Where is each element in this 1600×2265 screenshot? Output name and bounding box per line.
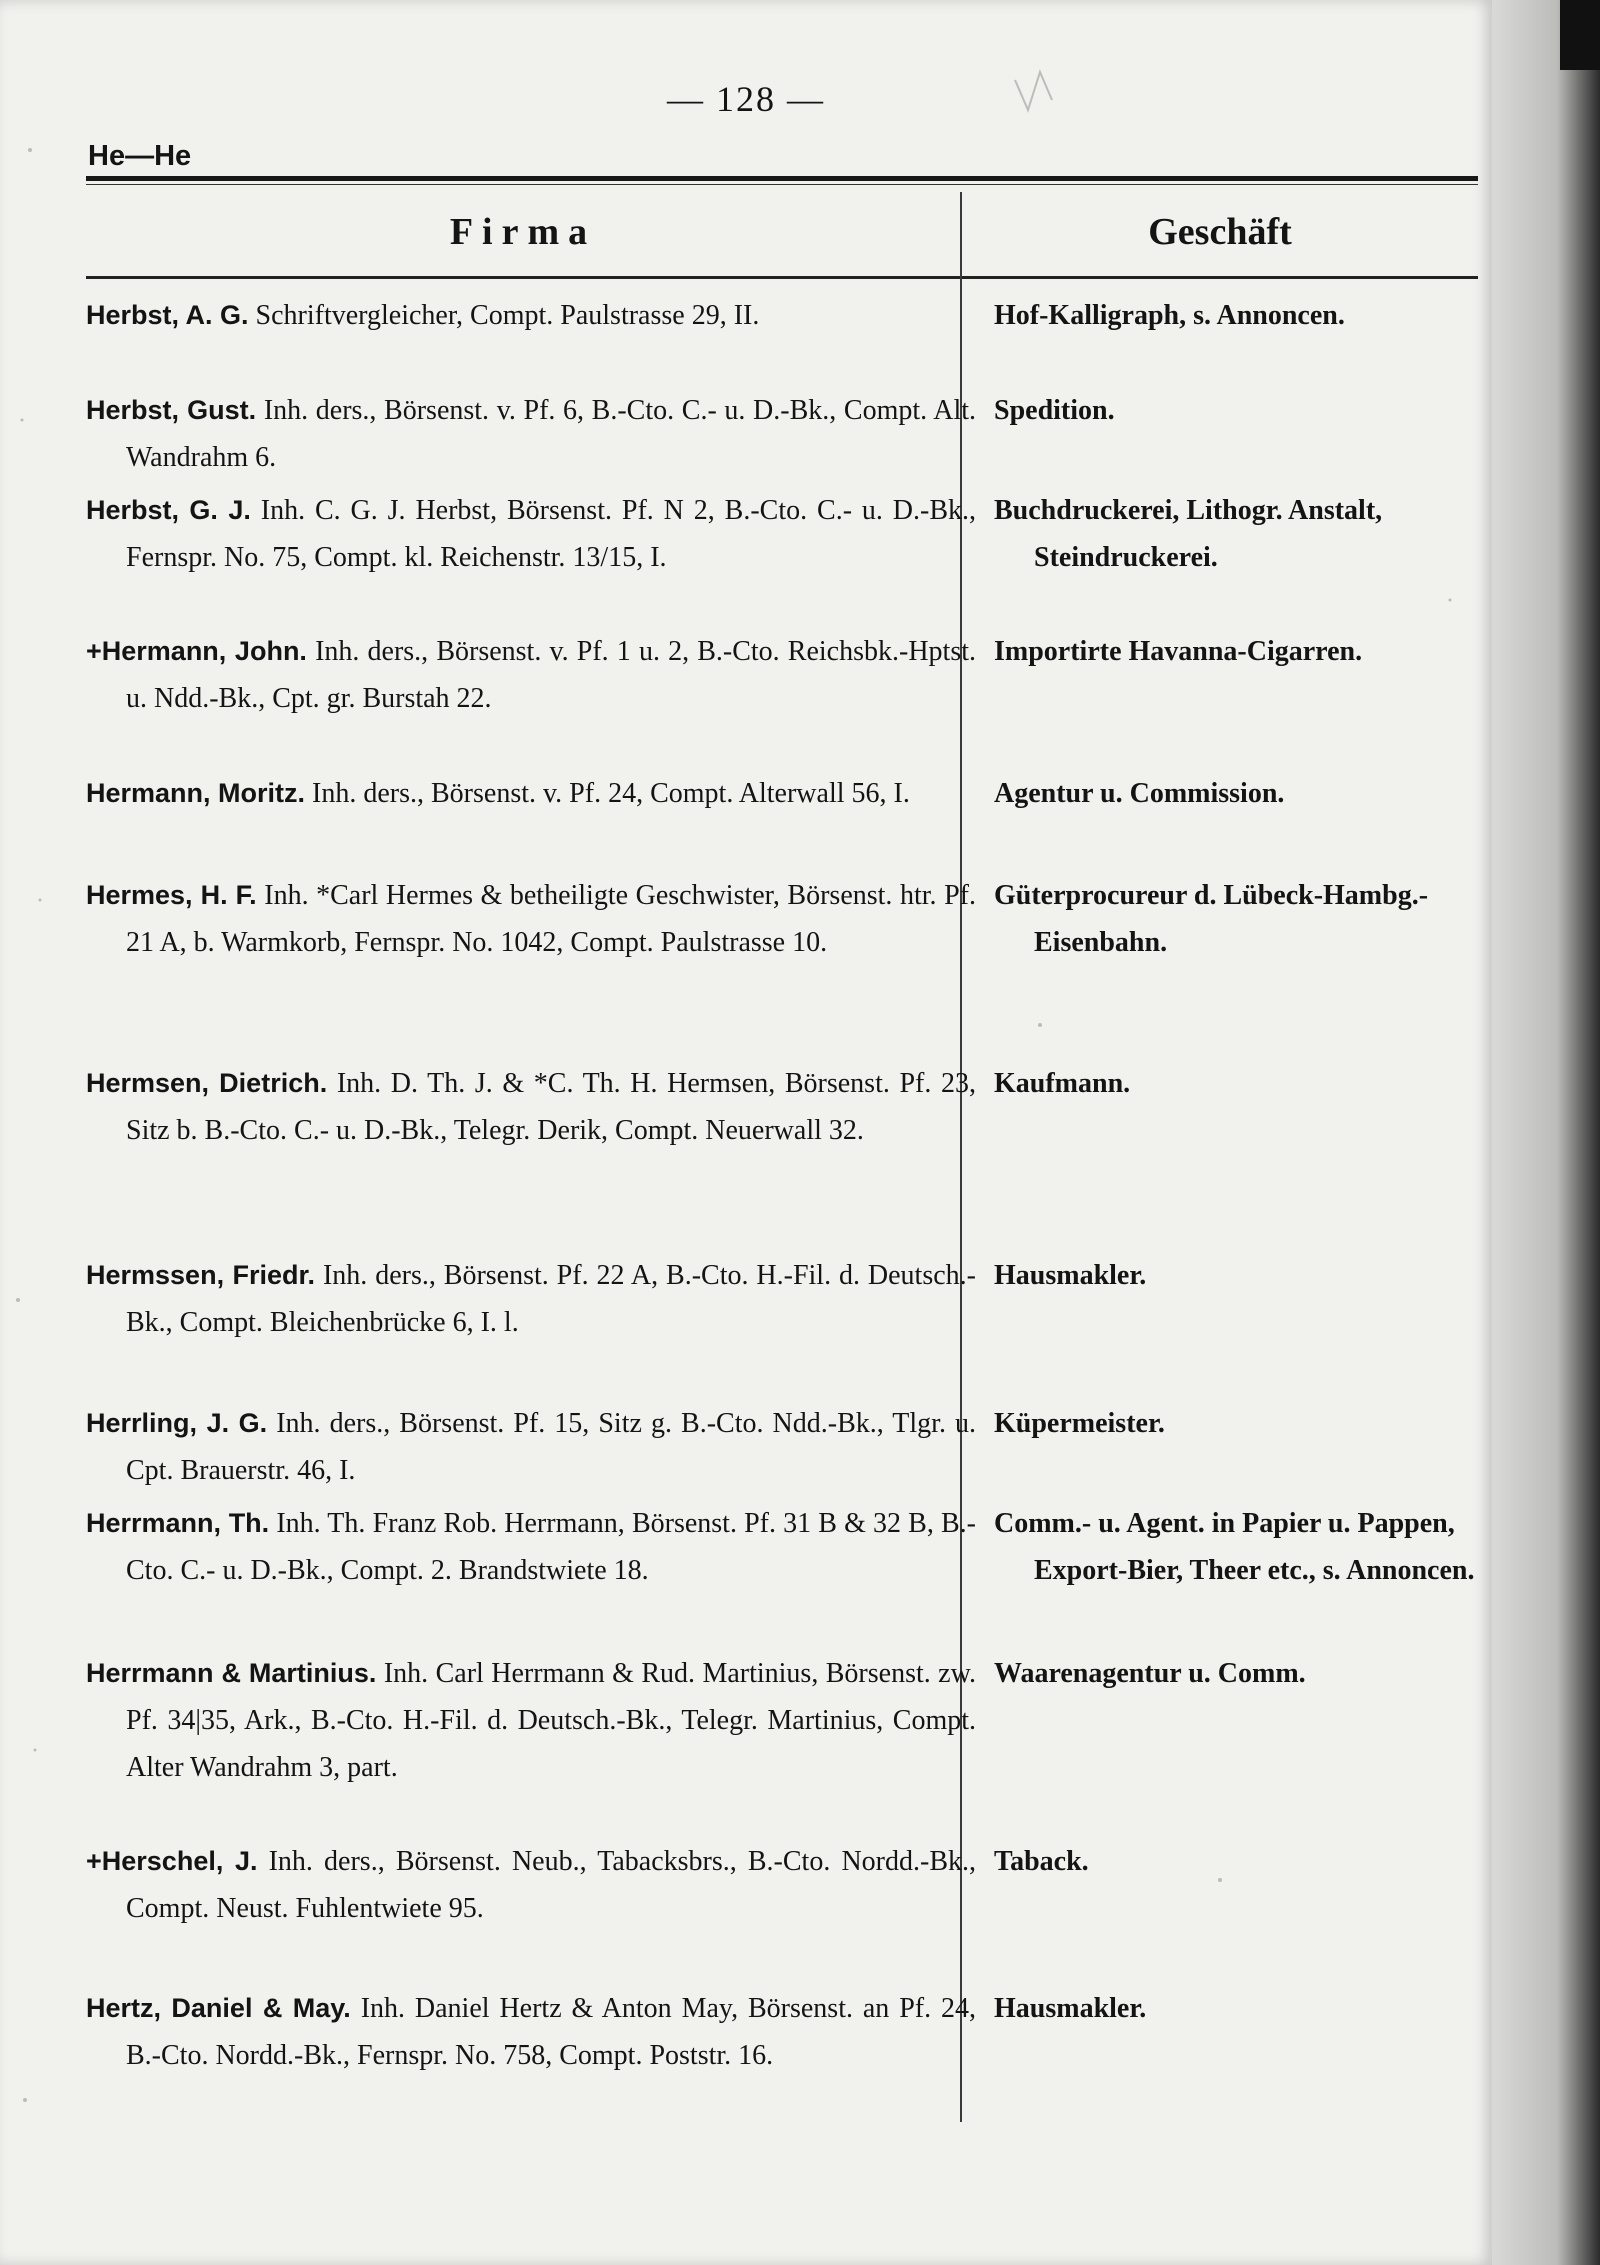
entry-business: Hausmakler. [994,1260,1147,1291]
entry-details: Inh. ders., Börsenst. v. Pf. 1 u. 2, B.-Cto. Reichsbk.-Hptst. u. Ndd.-Bk., Cpt. gr. Burstah 22. [126,636,977,714]
entry-name: Herrling, J. G. [86,1408,268,1438]
entry-details: Schriftvergleicher, Compt. Paulstrasse 29, II. [255,300,760,331]
header-rule [86,176,1478,181]
entry-firm-text [86,1838,976,1932]
column-header-firma: Firma [449,211,597,253]
entry-firm-text [86,1400,976,1494]
entry-details: Inh. Th. Franz Rob. Herrmann, Börsenst. Pf. 31 B & 32 B, B.-Cto. C.- u. D.-Bk., Compt. 2. Brandstwiete 18. [126,1508,977,1586]
entry-name: Herrmann & Martinius. [86,1658,377,1688]
entry-name: Hermsen, Dietrich. [86,1068,328,1098]
entry-business: Hausmakler. [994,1993,1147,2024]
entry-details: Inh. Carl Herrmann & Rud. Martinius, Börsenst. zw. Pf. 34|35, Ark., B.-Cto. H.-Fil. d. Deutsch.-Bk., Telegr. Martinius, Compt. Alter Wandrahm 3, part. [126,1658,977,1783]
entry-details: Inh. ders., Börsenst. Pf. 15, Sitz g. B.-Cto. Ndd.-Bk., Tlgr. u. Cpt. Brauerstr. 46, I. [126,1408,977,1486]
entry-firm-text [86,628,976,722]
entry-name: Herbst, Gust. [86,395,257,425]
entry-firm-text [86,1252,976,1346]
entry-name: +Hermann, John. [86,636,307,666]
entry-business: Kaufmann. [994,1068,1131,1099]
column-header-rule [86,276,1478,279]
entry-details: Inh. Daniel Hertz & Anton May, Börsenst. an Pf. 24, B.-Cto. Nordd.-Bk., Fernspr. No. 758, Compt. Poststr. 16. [126,1993,977,2071]
entry-details: Inh. ders., Börsenst. v. Pf. 6, B.-Cto. C.- u. D.-Bk., Compt. Alt. Wandrahm 6. [126,395,977,473]
entry-details: Inh. D. Th. J. & *C. Th. H. Hermsen, Börsenst. Pf. 23, Sitz b. B.-Cto. C.- u. D.-Bk., Telegr. Derik, Compt. Neuerwall 32. [126,1068,976,1146]
entry-name: Hertz, Daniel & May. [86,1993,351,2023]
entry-name: Herrmann, Th. [86,1508,270,1538]
entry-firm-text [86,1985,976,2079]
entry-business: Taback. [994,1846,1089,1877]
entry-firm-text [86,1500,976,1594]
entry-firm-text [86,872,976,966]
entry-business: Agentur u. Commission. [994,778,1285,809]
entry-name: Herbst, G. J. [86,495,251,525]
entry-firm-text [86,1650,976,1791]
entry-details: Inh. ders., Börsenst. v. Pf. 24, Compt. Alterwall 56, I. [312,778,910,809]
entry-firm-text [86,770,976,817]
column-divider [960,192,962,2122]
entry-name: Hermann, Moritz. [86,778,306,808]
entry-firm-text [86,1060,976,1154]
entry-firm-text [86,292,976,339]
entry-name: Herbst, A. G. [86,300,249,330]
page-edge [1492,0,1600,2265]
entry-details: Inh. C. G. J. Herbst, Börsenst. Pf. N 2, B.-Cto. C.- u. D.-Bk., Fernspr. No. 75, Compt. kl. Reichenstr. 13/15, I. [126,495,977,573]
running-head: He—He [88,140,192,172]
entry-business: Spedition. [994,395,1115,426]
entry-business: Küpermeister. [994,1408,1165,1439]
entry-firm-text [86,387,976,481]
page-number: — 128 — [667,79,825,119]
entry-business: Waarenagentur u. Comm. [994,1658,1306,1689]
entry-name: Hermes, H. F. [86,880,257,910]
scan-corner [1560,0,1600,70]
entry-details: Inh. ders., Börsenst. Pf. 22 A, B.-Cto. H.-Fil. d. Deutsch.-Bk., Compt. Bleichenbrücke 6, I. l. [126,1260,976,1338]
column-header-geschaeft: Geschäft [1148,211,1292,253]
entry-details: Inh. ders., Börsenst. Neub., Tabacksbrs., B.-Cto. Nordd.-Bk., Compt. Neust. Fuhlentwiete 95. [126,1846,976,1924]
entry-business: Hof-Kalligraph, s. Annoncen. [994,300,1345,331]
entry-name: Hermssen, Friedr. [86,1260,316,1290]
entry-details: Inh. *Carl Hermes & betheiligte Geschwister, Börsenst. htr. Pf. 21 A, b. Warmkorb, Fernspr. No. 1042, Compt. Paulstrasse 10. [126,880,976,958]
entry-business: Buchdruckerei, Lithogr. Anstalt, Steindruckerei. [994,495,1383,573]
entry-name: +Herschel, J. [86,1846,258,1876]
entry-business: Güterprocureur d. Lübeck-Hambg.-Eisenbahn. [994,880,1429,958]
header-rule-thin [86,184,1478,185]
entry-business: Importirte Havanna-Cigarren. [994,636,1363,667]
entry-firm-text [86,487,976,581]
entry-business: Comm.- u. Agent. in Papier u. Pappen, Export-Bier, Theer etc., s. Annoncen. [994,1508,1475,1586]
